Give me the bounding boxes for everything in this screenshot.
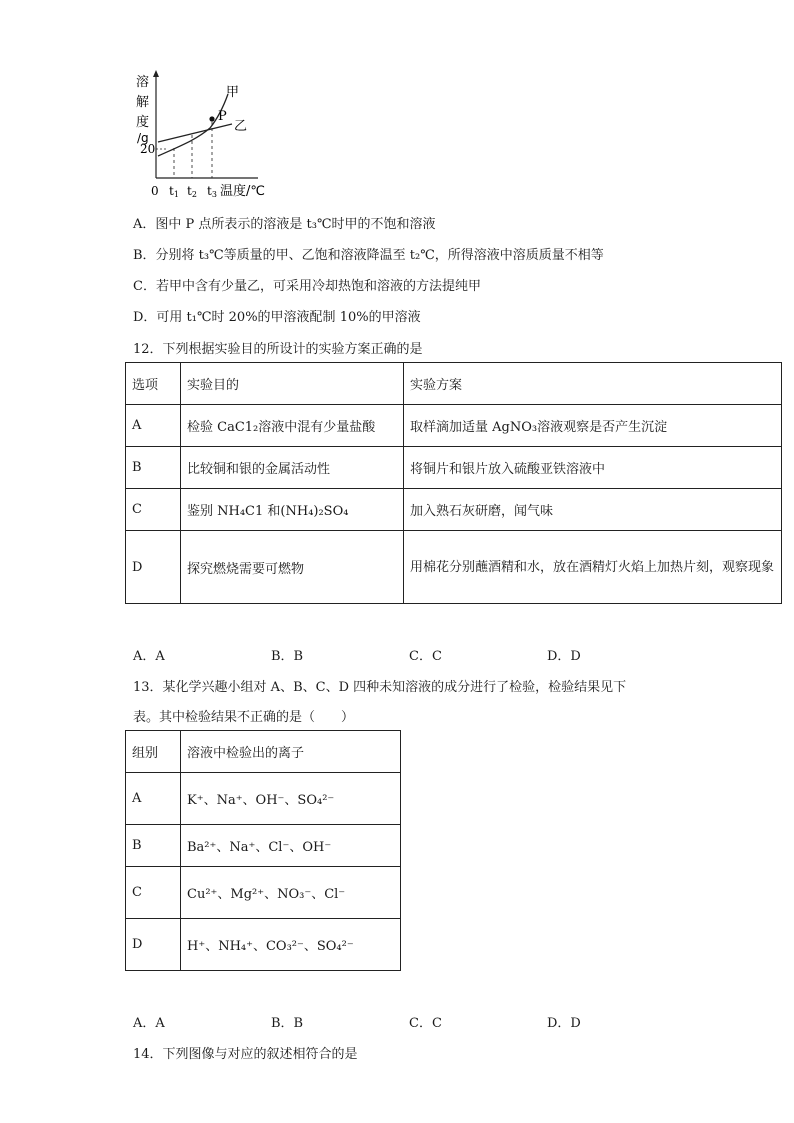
q12-choices (133, 645, 685, 664)
x-tick-t1-sub: 1 (173, 190, 179, 199)
ylabel-char-2: 解 (136, 95, 150, 110)
q13-choice-c: C．C (409, 1016, 442, 1031)
q12-row-d-purpose: 探究燃烧需要可燃物 (181, 531, 404, 604)
q12-row-a-plan: 取样滴加适量 AgNO₃溶液观察是否产生沉淀 (404, 405, 782, 447)
q13-choice-b: B．B (271, 1016, 304, 1031)
series-jia-curve (158, 94, 228, 156)
q13-row-a-ions: K⁺、Na⁺、OH⁻、SO₄²⁻ (181, 773, 401, 825)
table-row (126, 489, 782, 531)
q13-title-line1: 13．某化学兴趣小组对 A、B、C、D 四种未知溶液的成分进行了检验，检验结果见下 (133, 680, 627, 695)
table-row (126, 867, 401, 919)
x-tick-t2: t2 (187, 184, 197, 199)
solubility-chart (128, 68, 278, 208)
ylabel-char-4: /g (137, 131, 149, 145)
q13-header-row (126, 731, 401, 773)
q13-choices (133, 1012, 685, 1031)
q13-header-ions: 溶液中检验出的离子 (181, 731, 401, 773)
x-tick-t2-sub: 2 (191, 190, 197, 199)
table-row (126, 919, 401, 971)
x-tick-t3-sub: 3 (211, 190, 217, 199)
q12-title: 12．下列根据实验目的所设计的实验方案正确的是 (133, 342, 423, 357)
q12-choice-d: D．D (547, 649, 581, 664)
q13-header-group: 组别 (126, 731, 181, 773)
q11-option-d: D．可用 t₁℃时 20%的甲溶液配制 10%的甲溶液 (133, 310, 421, 325)
table-row (126, 825, 401, 867)
q12-table (125, 362, 782, 604)
q13-title-line2: 表。其中检验结果不正确的是（ ） (133, 710, 355, 725)
q13-choice-a: A．A (133, 1016, 165, 1031)
ylabel-char-3: 度 (136, 115, 150, 130)
table-row (126, 773, 401, 825)
table-row (126, 531, 782, 604)
x-tick-t3: t3 (207, 184, 217, 199)
y-tick-20: 20 (140, 142, 156, 156)
q13-row-a-group: A (126, 773, 181, 825)
table-row (126, 405, 782, 447)
q13-row-c-ions: Cu²⁺、Mg²⁺、NO₃⁻、Cl⁻ (181, 867, 401, 919)
q12-row-b-plan: 将铜片和银片放入硫酸亚铁溶液中 (404, 447, 782, 489)
table-row (126, 447, 782, 489)
q12-row-a-purpose: 检验 CaC1₂溶液中混有少量盐酸 (181, 405, 404, 447)
point-p (209, 116, 214, 121)
series-yi-label: 乙 (234, 119, 248, 134)
q11-option-a: A．图中 P 点所表示的溶液是 t₃℃时甲的不饱和溶液 (133, 217, 436, 232)
q12-header-option: 选项 (126, 363, 181, 405)
ylabel-char-1: 溶 (136, 75, 150, 90)
q13-row-d-group: D (126, 919, 181, 971)
q12-header-row (126, 363, 782, 405)
q13-row-b-group: B (126, 825, 181, 867)
q12-choice-c: C．C (409, 649, 442, 664)
y-axis-arrow (153, 70, 159, 77)
q12-choice-a: A．A (133, 649, 165, 664)
x-axis-label: 温度/℃ (220, 184, 265, 199)
origin-label: 0 (151, 184, 159, 198)
q12-row-a-option: A (126, 405, 181, 447)
q12-row-d-option: D (126, 531, 181, 604)
q14-title: 14．下列图像与对应的叙述相符合的是 (133, 1047, 358, 1062)
series-jia-label: 甲 (226, 85, 240, 100)
q12-row-c-option: C (126, 489, 181, 531)
point-p-label: P (218, 109, 227, 124)
q11-option-b: B．分别将 t₃℃等质量的甲、乙饱和溶液降温至 t₂℃，所得溶液中溶质质量不相等 (133, 248, 604, 263)
q13-choice-d: D．D (547, 1016, 581, 1031)
q12-header-purpose: 实验目的 (181, 363, 404, 405)
q12-row-c-purpose: 鉴别 NH₄C1 和(NH₄)₂SO₄ (181, 489, 404, 531)
q12-row-b-purpose: 比较铜和银的金属活动性 (181, 447, 404, 489)
q12-row-b-option: B (126, 447, 181, 489)
q11-option-c: C．若甲中含有少量乙，可采用冷却热饱和溶液的方法提纯甲 (133, 279, 481, 294)
q13-row-d-ions: H⁺、NH₄⁺、CO₃²⁻、SO₄²⁻ (181, 919, 401, 971)
series-yi-curve (158, 124, 232, 142)
q12-row-c-plan: 加入熟石灰研磨，闻气味 (404, 489, 782, 531)
q12-row-d-plan: 用棉花分别蘸酒精和水，放在酒精灯火焰上加热片刻，观察现象 (404, 531, 782, 604)
q12-choice-b: B．B (271, 649, 304, 664)
q13-row-b-ions: Ba²⁺、Na⁺、Cl⁻、OH⁻ (181, 825, 401, 867)
q13-table (125, 730, 401, 971)
q13-row-c-group: C (126, 867, 181, 919)
x-tick-t1: t1 (169, 184, 179, 199)
q12-header-plan: 实验方案 (404, 363, 782, 405)
